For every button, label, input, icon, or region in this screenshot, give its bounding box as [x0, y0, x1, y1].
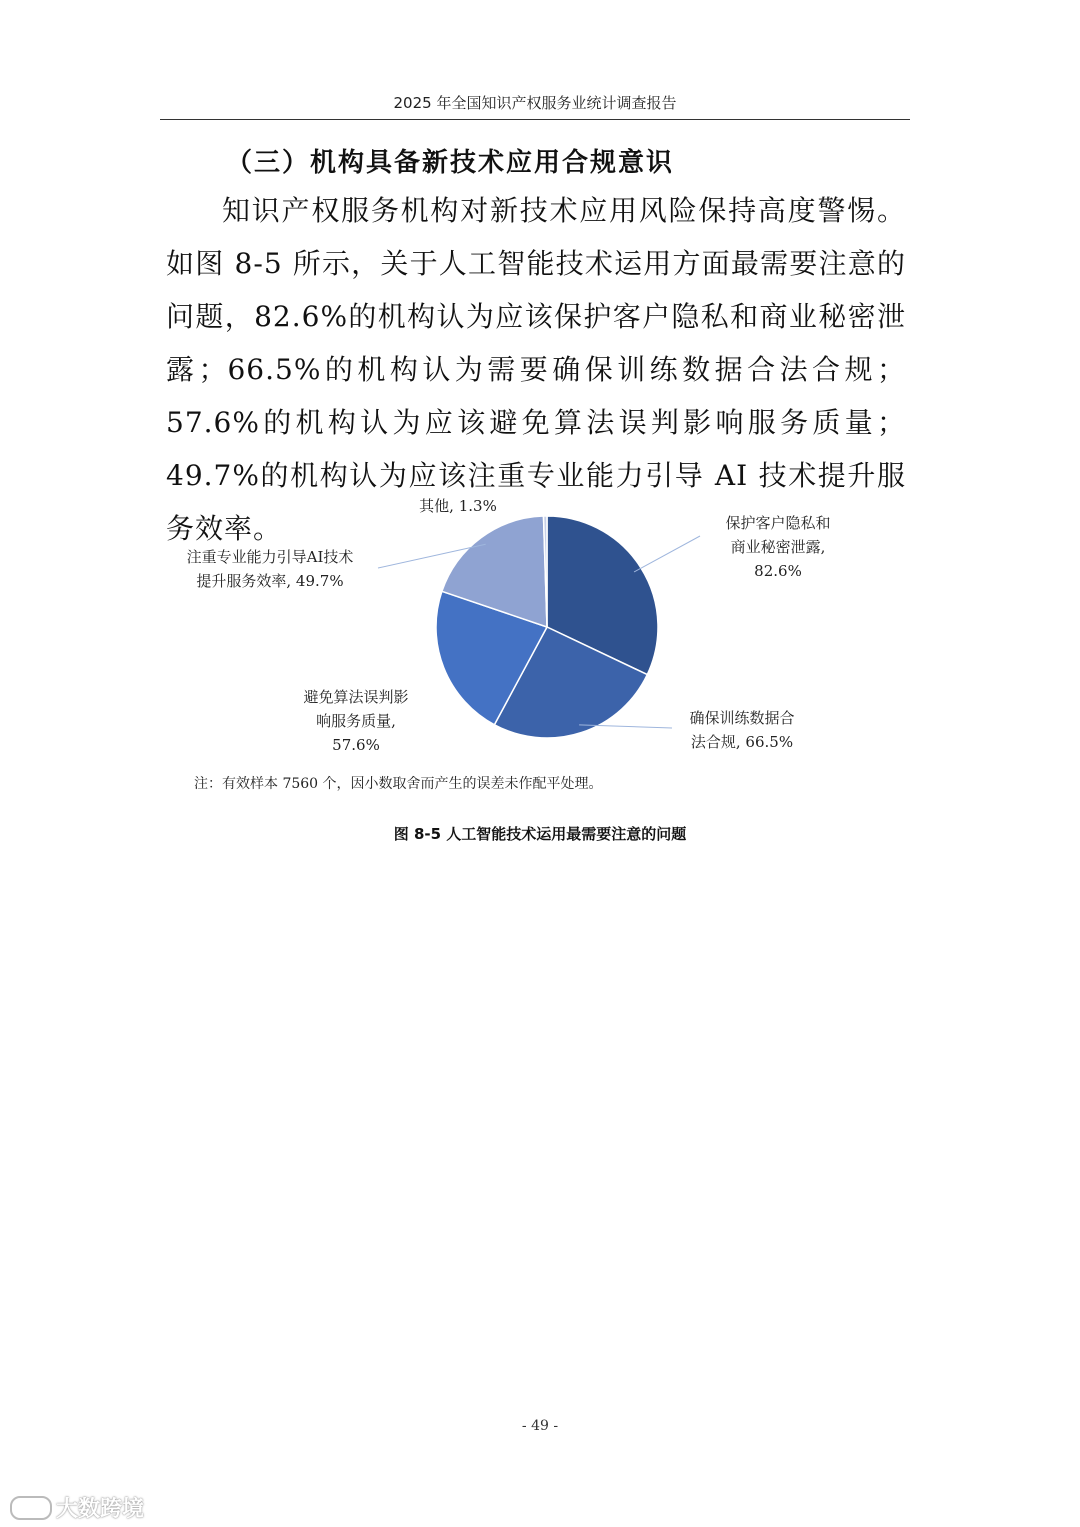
- watermark: [10, 1492, 144, 1523]
- page-number: - 49 -: [521, 1418, 559, 1434]
- slice-label-3: 注重专业能力引导AI技术提升服务效率, 49.7%: [186, 548, 354, 590]
- leader-line-0: [634, 536, 700, 572]
- section-heading: （三）机构具备新技术应用合规意识: [226, 148, 675, 178]
- watermark-logo-icon: [10, 1496, 52, 1520]
- watermark-text: 大数跨境: [56, 1497, 145, 1522]
- figure-note: 注：有效样本 7560 个，因小数取舍而产生的误差未作配平处理。: [194, 776, 603, 792]
- figure-caption: 图 8-5 人工智能技术运用最需要注意的问题: [393, 825, 687, 843]
- slice-label-1: 确保训练数据合法合规, 66.5%: [689, 709, 795, 751]
- slice-label-0: 保护客户隐私和商业秘密泄露, 82.6%: [725, 514, 831, 580]
- slice-label-2: 避免算法误判影响服务质量, 57.6%: [303, 688, 409, 754]
- body-paragraph: 知识产权服务机构对新技术应用风险保持高度警惕。如图 8-5 所示，关于人工智能技术运用方面最需要注意的问题，82.6%的机构认为应该保护客户隐私和商业秘密泄露；66.5%的机构认为需要确保训练数据合法合规；57.6%的机构认为应该避免算法误判影响服务质量；49.7%的机构认为应该注重专业能力引导 AI 技术提升服务效率。: [166, 194, 906, 545]
- running-header: 2025 年全国知识产权服务业统计调查报告: [393, 94, 677, 112]
- slice-label-4: 其他, 1.3%: [419, 497, 497, 515]
